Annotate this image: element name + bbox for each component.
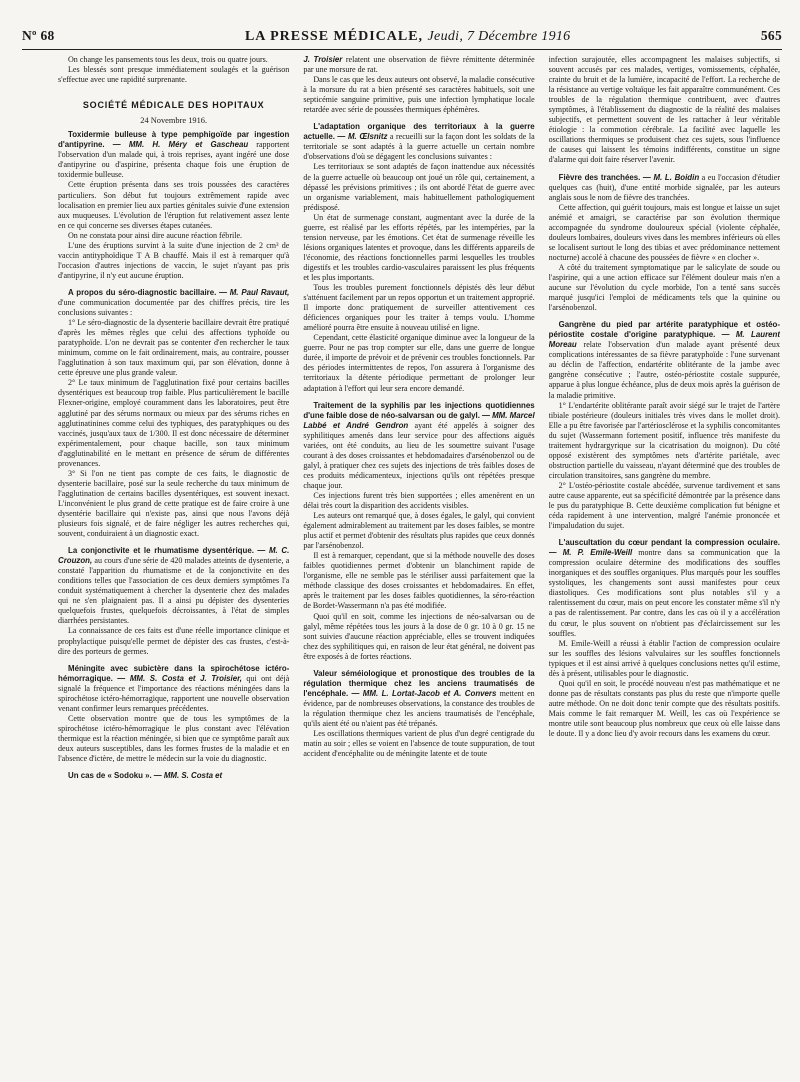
paragraph: Quoi qu'il en soit, comme les injections de néo-salvarsan ou de galyl, même répétées tous les jours à la dose de 0 gr. 10 à 0 gr. 15 ne sont suivies d'aucune réaction appréciable, elles se trouvent indiquées chez des syphilitiques qui, en raison de leur état général, ne doivent pas être exposés à de fortes réactions. — [303, 611, 535, 661]
article-text: mettent en évidence, par de nombreuses observations, la constance des troubles de la régulation thermique chez les anciens traumatisés de l'encéphale, qu'ils aient été ou n'aient pas été trépanés. — [303, 688, 535, 728]
paragraph: Ces injections furent très bien supportées ; elles amenèrent en un délai très court la disparition des accidents visibles. — [303, 490, 535, 511]
article-text: qui ont déjà signalé la fréquence et l'importance des réactions méningées dans la spirochétose ictéro-hémorragique, rapportent une nouvelle observation venant confirmer leurs remarques précédentes. — [58, 673, 290, 713]
article-authors: — M. C. Crouzon, — [58, 546, 290, 566]
paragraph: Les auteurs ont remarqué que, à doses égales, le galyl, qui convient également admirablement au traitement par les doses faibles, se montre plus actif et permet d'obtenir des résultats plus rapides que ceux donnés par l'arsénobenzol. — [303, 511, 535, 551]
article-title: La conjonctivite et le rhumatisme dysentérique. — [68, 546, 254, 556]
paragraph: Cette affection, qui guérit toujours, mais est longue et laisse un sujet anémié et amaigri, se caractérise par son évolution thermique accompagnée du syndrome douloureux spécial (violente céphalée, douleurs lombaires, douleurs vives dans les membres inférieurs où elles se localisent surtout le long des tibias et avec prédominance nettement nocturne) accolé à chacune des poussées de fièvre « en clocher ». — [548, 202, 780, 262]
page-header — [22, 28, 782, 46]
article-text: au cours d'une série de 420 malades atteints de dysenterie, a constaté l'apparition du rhumatisme et de la conjonctivite en des conditions telles que l'association de ces deux derniers symptômes l'a conduit systématiquement à chercher la dysenterie chez des malades qui ne s'en plaignaient pas. Il a ainsi pu dépister des dysenteries quelquefois frustes, quelquefois décroissantes, à l'état de simples diarrhées persistantes. — [58, 556, 290, 626]
paragraph: La connaissance de ces faits est d'une réelle importance clinique et prophylactique puisqu'elle permet de dépister des cas frustes, c'est-à-dire des porteurs de germes. — [58, 626, 290, 656]
article-title: Gangrène du pied par artérite paratyphique et ostéo-périostite costale d'origine paratyphique. — [548, 320, 780, 340]
article-text: montre dans sa communication que la compression oculaire détermine des modifications des souffles inorganiques et des souffles organiques. Plus marqués pour les souffles systoliques, les changements sont aussi manifestes pour ceux diastoliques. Ces modifications sont plus notables s'il y a ralentissement du cœur, mais on peut encore les constater même s'il n'y a pas de ralentissement. Par contre, dans les cas où il y a accélération du cœur, le plus souvent on n'obtient pas d'éclaircissement sur les souffles. — [548, 548, 780, 638]
columns — [58, 55, 780, 1074]
article-title: Un cas de « Sodoku ». — [68, 771, 152, 781]
session-date: 24 Novembre 1916. — [140, 116, 208, 126]
column-3 — [549, 55, 780, 1074]
paragraph: Il est à remarquer, cependant, que si la méthode nouvelle des doses faibles quotidiennes permet d'obtenir un blanchiment rapide de l'organisme, elle ne semble pas le stériliser aussi parfaitement que la méthode classique des doses croissantes et hebdomadaires. En effet, après le traitement par les doses faibles quotidiennes, la séro-réaction de Bordet-Wassermann n'a pas été modifiée. — [303, 551, 535, 611]
paragraph: 1° Le séro-diagnostic de la dysenterie bacillaire devrait être pratiqué d'après les mêmes règles que celui des affections typhoïde ou paratyphoïde. L'on ne devrait pas se contenter d'en rechercher le taux minimum, comme on le fait ordinairement, mais, au contraire, pousser l'agglutination à son taux maximum qui, par son élévation, donne à cette épreuve une plus grande valeur. — [58, 318, 290, 378]
article-title: L'auscultation du cœur pendant la compression oculaire. — [558, 538, 780, 548]
paragraph: M. Emile-Weill a réussi à établir l'action de compression oculaire sur les souffles des lésions valvulaires sur les souffles fonctionnels typiques et il est ainsi arrivé à quelques conclusions nettes qu'il estime, dès à présent, utilisables pour le diagnostic. — [548, 638, 780, 678]
article-title: Toxidermie bulleuse à type pemphigoïde par ingestion d'antipyrine. — [58, 130, 290, 150]
article-authors: — M. Laurent Moreau — [548, 330, 780, 350]
article-intro — [58, 546, 289, 626]
article-authors: — MM. S. Costa et J. Troisier, — [117, 673, 242, 683]
article-authors: — M. P. Emile-Weill — [548, 548, 633, 558]
issue-number: Nº 68 — [22, 28, 55, 43]
article-authors: — M. Paul Ravaut, — [218, 287, 290, 297]
article-intro — [549, 173, 780, 203]
article-title: A propos du séro-diagnostic bacillaire. — [68, 287, 217, 297]
article-intro — [58, 664, 289, 714]
page-number: 565 — [760, 28, 782, 43]
article-intro — [549, 538, 780, 638]
paragraph: Cependant, cette élasticité organique diminue avec la longueur de la guerre. Pour ne pas trop compter sur elle, dans une guerre de longue durée, il importe de prévoir et de prévenir ces troubles fonctionnels. Par des périodes intermittentes de repos, l'on assurera à l'organisme des territoriaux la détente périodique permettant de prolonger leur adaptation à l'effort qui leur sera encore demandé. — [303, 333, 535, 393]
paragraph: Cette éruption présenta dans ses trois poussées des caractères particuliers. Son début fut toujours extrêmement rapide avec localisation en premier lieu aux parties génitales suivie d'une extension aux muqueuses. L'évolution de l'éruption fut relativement assez lente en ce qui concerne ses diverses étapes cutanées. — [58, 180, 290, 230]
column-2 — [303, 55, 534, 1074]
article-intro — [303, 122, 534, 162]
article-intro — [58, 288, 289, 318]
article-text: a recueilli sur la façon dont les soldats de la territoriale se sont adaptés à la guerre actuelle un certain nombre d'observations d'où se dégagent les conclusions suivantes : — [303, 132, 535, 162]
article-text: a eu l'occasion d'étudier quelques cas (huit), d'une entité morbide signalée, par les auteurs anglais sous le nom de fièvre des tranchées. — [548, 172, 780, 202]
article-intro — [549, 320, 780, 400]
article-authors: J. Troisier — [303, 55, 343, 64]
paragraph: 2° Le taux minimum de l'agglutination fixé pour certains bacilles dysentériques est beaucoup trop faible. Plus particulièrement le bacille Flexner-origine, employé couramment dans les laboratoires, peut être agglutiné par des sérums normaux ou mieux par des sérums riches en agglutinatinines comme celui des typhiques, des paratyphiques ou des vaccinés, jusqu'aux taux de 1/300. Il est donc nécessaire de déterminer expérimentalement, pour chaque bacille, son taux minimum d'agglutinabilité en le mettant en présence de sérum de différentes provenances. — [58, 378, 290, 468]
society-heading: SOCIÉTÉ MÉDICALE DES HOPITAUX — [82, 100, 265, 111]
article-text: ayant été appelés à soigner des syphilitiques amenés dans leur service pour des affections aiguës variées, ont été conduits, au lieu de les soumettre suivant l'usage courant à des doses croissantes et hebdomadaires d'arsénobenzol ou de galyl, à pratiquer chez ces sujets des injections de très faibles doses de ces produits médicamenteux, injections qu'ils ont répétées presque chaque jour. — [303, 420, 535, 490]
paragraph: A côté du traitement symptomatique par le salicylate de soude ou l'aspirine, qui a une action efficace sur l'élément douleur mais n'en a aucune sur l'évolution du cycle morbide, l'on a tenté sans succès marqué jusqu'ici l'emploi de médicaments tels que la quinine ou l'arsénobenzol. — [548, 262, 780, 313]
paragraph: Les territoriaux se sont adaptés de façon inattendue aux nécessités de la guerre actuelle où beaucoup ont joué un rôle qui, certainement, a dépassé les prévisions primitives ; ils ont abordé l'état de guerre avec un organisme variablement, mais habituellement pathologiquement prédisposé. — [303, 162, 535, 212]
paragraph: On ne constata pour ainsi dire aucune réaction fébrile. — [68, 230, 243, 240]
paragraph: Les oscillations thermiques varient de plus d'un degré centigrade du matin au soir ; elles se voient en l'absence de toute suppuration, de tout accident d'encéphalite ou de méningite latente et de toute — [303, 729, 535, 759]
paragraph: Dans le cas que les deux auteurs ont observé, la maladie consécutive à la morsure du rat a bien présenté ses caractères habituels, soit une septicémie sanguine primitive, puis une infection lymphatique locale retardée avec série de poussées thermiques éphémères. — [303, 75, 535, 115]
article-authors: — M. L. Boidin — [642, 172, 700, 182]
article-intro — [303, 401, 534, 491]
article-authors: — M. Œlsnitz — [337, 132, 388, 142]
journal-title-line — [245, 29, 571, 45]
issue-date: Jeudi, 7 Décembre 1916 — [427, 29, 571, 44]
article-title: L'adaptation organique des territoriaux à la guerre actuelle. — [303, 122, 535, 142]
paragraph: 2° L'ostéo-périostite costale abcédée, survenue tardivement et sans autre cause apparente, eut sa spécificité démontrée par la présence dans le pus du paratyphique B. Cette deuxième complication fut bénigne et céda rapidement à une intervention, malgré l'anémie prononcée et l'impaludation du sujet. — [548, 480, 780, 531]
paragraph: On change les pansements tous les deux, trois ou quatre jours. — [68, 55, 268, 64]
paragraph: 3° Si l'on ne tient pas compte de ces faits, le diagnostic de dysenterie bacillaire, posé sur la seule recherche du taux minimum de l'agglutination de certains bacilles dysentériques, est souvent inexact. L'inconvénient le plus grand de cette pratique est de faire croire à une dysentérie bacillaire qui n'existe pas, ainsi que nous l'avons déjà plusieurs fois signalé, et de faire négliger les autres recherches qui, souvent, conduiraient à un diagnostic exact. — [58, 468, 290, 539]
paragraph: Un état de surmenage constant, augmentant avec la durée de la guerre, est réalisé par les efforts répétés, par les intempéries, par la tension nerveuse, par les émotions. Cet état de surmenage réveille les lésions organiques latentes et provoque, dans les différents appareils de l'économie, des réactions fonctionnelles parmi lesquelles les troubles digestifs et les troubles cardio-vasculaires paraissent les plus fréquents et les plus importants. — [303, 212, 535, 282]
article-continuation — [303, 55, 534, 75]
paragraph: L'une des éruptions survint à la suite d'une injection de 2 cm³ de vaccin antityphoïdique T A B chauffé. Mais il est à remarquer qu'à l'occasion d'autres injections de vaccin, le sujet n'ayant pas pris d'antipyrine, il n'y eut aucune éruption. — [58, 240, 290, 280]
article-authors: — MM. H. Méry et Gascheau — [112, 140, 249, 150]
paragraph: infection surajoutée, elles accompagnent les malaises subjectifs, si souvent accusés par ces malades, vertiges, vomissements, céphalée, crainte du bruit et de la lumière, incapacité de l'effort. La recherche de la résistance au vertige voltaïque les fait apparaître communément. Ces troubles de la régulation thermique contribuent, avec d'autres symptômes, à l'établissement du diagnostic de la réalité des malaises subjectifs, et permettent souvent de les rattacher à leur véritable étiologie : la commotion cérébrale. La facilité avec laquelle les oscillations thermiques se produisent chez ces sujets, sous l'influence de causes qui laissent les témoins indifférents, constitue un signe d'alarme qui doit faire réserver l'avenir. — [548, 55, 780, 165]
article-title: Valeur séméiologique et pronostique des troubles de la régulation thermique chez les anciens traumatisés de l'encéphale. — [303, 668, 535, 698]
article-text: d'une communication documentée par des chiffres précis, tire les conclusions suivantes : — [58, 297, 290, 318]
paragraph: Tous les troubles purement fonctionnels dépistés dès leur début s'atténuent facilement par un repos opportun et un traitement approprié. Il importe donc pratiquement de surveiller attentivement ces déficiences organiques pour les traiter à temps voulu. L'homme amélioré pourra être ensuite à nouveau utilisé en ligne. — [303, 283, 535, 333]
article-text: relatent une observation de fièvre rémittente déterminée par une morsure de rat. — [303, 55, 535, 75]
article-authors: — MM. L. Lortat-Jacob et A. Convers — [351, 688, 497, 698]
header-rule — [22, 49, 782, 50]
paragraph: 1° L'endartérite oblitérante paraît avoir siégé sur le trajet de l'artère tibiale postérieure (douleurs initiales très vives dans le mollet droit). Elle a pu être favorisée par l'artériosclérose et la syphilis concomitantes du sujet (Wassermann fortement positif, influence très manifeste du traitement hydrargyrique sur la cicatrisation du moignon). Du côté opposé existèrent des symptômes nets d'artérite pariétale, avec obstruction partielle du vaisseau, n'ayant déterminé que des troubles de circulation transitoires, sans gangrène du membre. — [548, 400, 780, 480]
article-authors: — MM. Marcel Labbé et André Gendron — [303, 410, 535, 430]
article-intro — [58, 130, 289, 180]
article-title: Fièvre des tranchées. — [558, 172, 641, 182]
article-text: rapportent l'observation d'un malade qui, à trois reprises, ayant ingéré une dose d'antipyrine ou d'aspirine, présenta chaque fois une éruption de toxidermie bulleuse. — [58, 140, 290, 180]
article-text: relate l'observation d'un malade ayant présenté deux complications intéressantes de sa fièvre paratyphoïde : l'une survenant au déclin de l'affection, endartérite oblitérante de la jambe avec gangrène consécutive ; l'autre, ostéo-périostite costale suppurée, apparue à plus longue échéance, plus de deux mois après la guérison de la maladie primitive. — [548, 340, 780, 400]
paragraph: Quoi qu'il en soit, le procédé nouveau n'est pas mathématique et ne donne pas de résultats constants pas plus du reste que n'importe quelle autre méthode. On ne doit donc tenir compte que des résultats positifs. Mais comme le fait remarquer M. Weill, les cas où l'expérience se montre utile sont beaucoup plus nombreux que ceux où elle laisse dans le doute. Il y a donc lieu d'y avoir recours dans les examens du cœur. — [548, 678, 780, 739]
article-title: Traitement de la syphilis par les injections quotidiennes d'une faible dose de néo-salvarsan ou de galyl. — [303, 400, 535, 420]
article-intro — [303, 669, 534, 729]
article-intro — [58, 771, 289, 781]
paragraph: Les blessés sont presque immédiatement soulagés et la guérison s'effectue avec une rapidité surprenante. — [58, 65, 290, 85]
journal-title: LA PRESSE MÉDICALE, — [244, 29, 424, 44]
paragraph: Cette observation montre que de tous les symptômes de la spirochétose ictéro-hémorragique le plus constant avec l'élévation thermique est la réaction méningée, si bien que ce symptôme paraît aux deux auteurs susceptibles, dans les formes frustes de la maladie et en l'absence d'ictère, de mettre le médecin sur la voie du diagnostic. — [58, 713, 290, 764]
article-title: Méningite avec subictère dans la spirochétose ictéro-hémorragique. — [58, 663, 290, 683]
column-1 — [58, 55, 289, 1074]
article-authors: — MM. S. Costa et — [153, 771, 223, 781]
